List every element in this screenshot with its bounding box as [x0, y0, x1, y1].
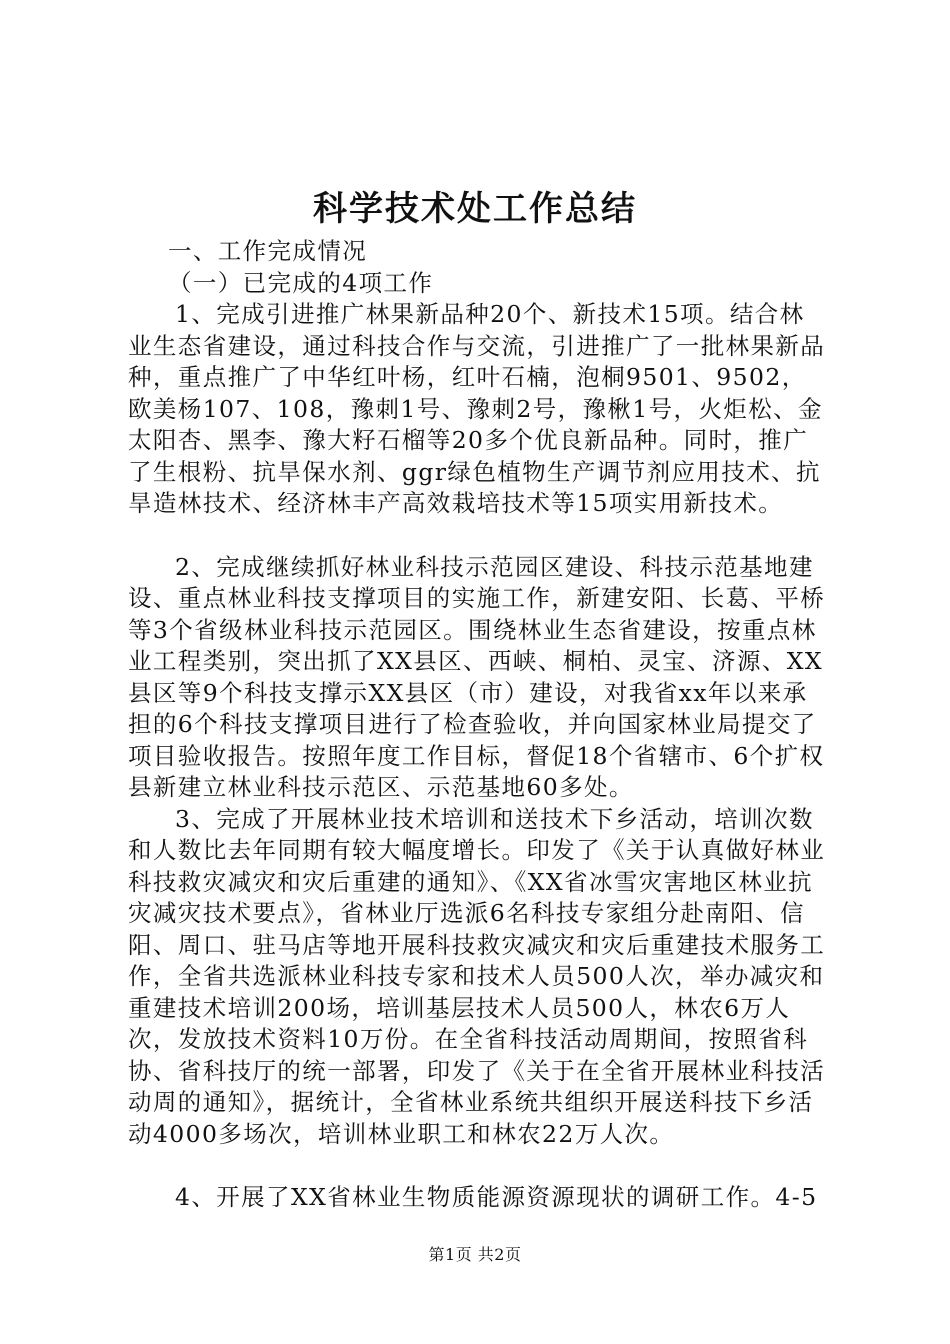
body-paragraph-1: 1、完成引进推广林果新品种20个、新技术15项。结合林业生态省建设，通过科技合作与交流，引进推广了一批林果新品种，重点推广了中华红叶杨，红叶石楠，泡桐9501、9502，欧美杨107、108，豫刺1号、豫刺2号，豫楸1号，火炬松、金太阳杏、黑李、豫大籽石榴等20多个优良新品种。同时，推广了生根粉、抗旱保水剂、ggr绿色植物生产调节剂应用技术、抗旱造林技术、经济林丰产高效栽培技术等15项实用新技术。	[128, 300, 826, 517]
document-title: 科学技术处工作总结	[313, 189, 637, 229]
section-heading: 一、工作完成情况	[167, 237, 368, 265]
body-paragraph-2: 2、完成继续抓好林业科技示范园区建设、科技示范基地建设、重点林业科技支撑项目的实施工作，新建安阳、长葛、平桥等3个省级林业科技示范园区。围绕林业生态省建设，按重点林业工程类别，突出抓了XX县区、西峡、桐柏、灵宝、济源、XX县区等9个科技支撑示XX县区（市）建设，对我省xx年以来承担的6个科技支撑项目进行了检查验收，并向国家林业局提交了项目验收报告。按照年度工作目标，督促18个省辖市、6个扩权县新建立林业科技示范区、示范基地60多处。	[128, 552, 826, 801]
paragraph-spacer	[128, 1150, 828, 1182]
subsection-heading: （一）已完成的4项工作	[167, 268, 434, 297]
body-paragraph-4: 4、开展了XX省林业生物质能源资源现状的调研工作。4-5	[175, 1183, 818, 1211]
body-paragraph-3: 3、完成了开展林业技术培训和送技术下乡活动，培训次数和人数比去年同期有较大幅度增长。印发了《关于认真做好林业科技救灾减灾和灾后重建的通知》、《XX省冰雪灾害地区林业抗灾减灾技术要点》，省林业厅选派6名科技专家组分赴南阳、信阳、周口、驻马店等地开展科技救灾减灾和灾后重建技术服务工作，全省共选派林业科技专家和技术人员500人次，举办减灾和重建技术培训200场，培训基层技术人员500人，林农6万人次，发放技术资料10万份。在全省科技活动周期间，按照省科协、省科技厅的统一部署，印发了《关于在全省开展林业科技活动周的通知》，据统计，全省林业系统共组织开展送科技下乡活动4000多场次，培训林业职工和林农22万人次。	[128, 804, 826, 1148]
document-body	[128, 236, 828, 1214]
page-number: 第1页 共2页	[428, 1245, 522, 1264]
paragraph-spacer	[128, 520, 828, 552]
